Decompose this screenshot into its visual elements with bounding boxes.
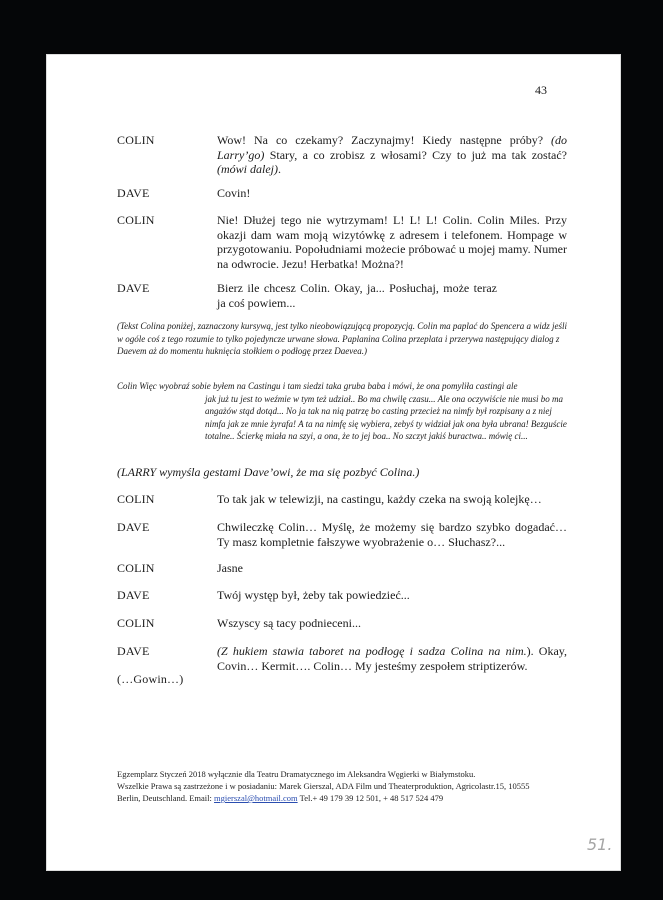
- dialogue-line: Jasne: [217, 561, 243, 575]
- dialogue-line: (Z hukiem stawia taboret na podłogę i sadza Colina na nim.). Okay, Covin… Kermit…. Colin… My jesteśmy zespołem striptizerów.: [217, 644, 567, 673]
- monologue-first-line: Colin Więc wyobraź sobie byłem na Castingu i tam siedzi taka gruba baba i mówi, że ona pomyliła castingi ale: [117, 381, 518, 391]
- stage-direction: (LARRY wymyśla gestami Dave’owi, że ma się pozbyć Colina.): [117, 465, 420, 479]
- dialogue-line: Chwileczkę Colin… Myślę, że możemy się bardzo szybko dogadać… Ty masz kompletnie fałszywe wyobrażenie o… Słuchasz?...: [217, 520, 567, 549]
- italic-note: (Tekst Colina poniżej, zaznaczony kursywą, jest tylko nieobowiązującą propozycją. Colin ma paplać do Spencera a widz jeśli w ogóle coś z tego rozumie to tylko pojedyncze urwane słowa. Paplanina Colina przeplata i przerywa następujący dialog z Daevem aż do momentu huknięcia stołkiem o podłogę przez Daevea.): [117, 321, 568, 356]
- dialogue-line: Nie! Dłużej tego nie wytrzymam! L! L! L! Colin. Colin Miles. Przy okazji dam wam moją wizytówkę z adresem i telefonem. Hompage w przygotowaniu. Popołudniami możecie próbować u mojej mamy. Numer na odwrocie. Jezu! Herbatka! Można?!: [217, 213, 567, 271]
- script-page: [47, 55, 620, 870]
- footer-text: Berlin, Deutschland. Email:: [117, 793, 215, 803]
- footer-line: Egzemplarz Styczeń 2018 wyłącznie dla Teatru Dramatycznego im Aleksandra Węgierki w Białymstoku.: [117, 769, 476, 779]
- speaker-name: COLIN: [117, 213, 155, 227]
- dialogue-line: To tak jak w telewizji, na castingu, każdy czeka na swoją kolejkę…: [217, 492, 542, 506]
- speaker-name: COLIN: [117, 561, 155, 575]
- speaker-name: DAVE: [117, 281, 150, 295]
- email-link[interactable]: mgierszal@hotmail.com: [214, 793, 298, 803]
- speaker-name: COLIN: [117, 492, 155, 506]
- speaker-name: (…Gowin…): [117, 672, 184, 686]
- speaker-name: COLIN: [117, 616, 155, 630]
- pencil-page-mark: 51.: [587, 835, 613, 854]
- dialogue-line: Wszyscy są tacy podnieceni...: [217, 616, 361, 630]
- dialogue-line: Bierz ile chcesz Colin. Okay, ja... Posłuchaj, może teraz ja coś powiem...: [217, 281, 497, 310]
- speaker-name: DAVE: [117, 520, 150, 534]
- footer-line: [117, 792, 547, 804]
- monologue-continuation: jak już tu jest to weźmie w tym też udział.. Bo ma chwilę czasu... Ale ona oczywiście nie musi bo ma angażów stąd dotąd... No ja tak na nią patrzę bo casting przecież na nimfy był rozpisany a z niej nimfa jak ze mnie żyrafa! A ta na nimfę się wybiera, zebyś ty widział jak ona była ubrana! Bezguście totalne.. Ścierkę miała na szyi, a ona, że to jej boa.. No szczyt jakiś buractwa.. mówię ci...: [205, 393, 567, 441]
- speaker-name: DAVE: [117, 588, 150, 602]
- page-number: 43: [535, 83, 547, 97]
- dialogue-line: Twój występ był, żeby tak powiedzieć...: [217, 588, 410, 602]
- colin-monologue: [117, 380, 572, 443]
- dialogue-line: Covin!: [217, 186, 251, 200]
- footer-line: Wszelkie Prawa są zastrzeżone i w posiadaniu: Marek Gierszal, ADA Film und Theaterproduktion, Agricolastr.15, 10555: [117, 781, 530, 791]
- dialogue-line: Wow! Na co czekamy? Zaczynajmy! Kiedy następne próby? (do Larry’go) Stary, a co zrobisz z włosami? Czy to już ma tak zostać? (mówi dalej).: [217, 133, 567, 176]
- copyright-footer: [117, 768, 547, 804]
- speaker-name: DAVE: [117, 186, 150, 200]
- speaker-name: COLIN: [117, 133, 155, 147]
- footer-text: Tel.+ 49 179 39 12 501, + 48 517 524 479: [297, 793, 444, 803]
- speaker-name: DAVE: [117, 644, 150, 658]
